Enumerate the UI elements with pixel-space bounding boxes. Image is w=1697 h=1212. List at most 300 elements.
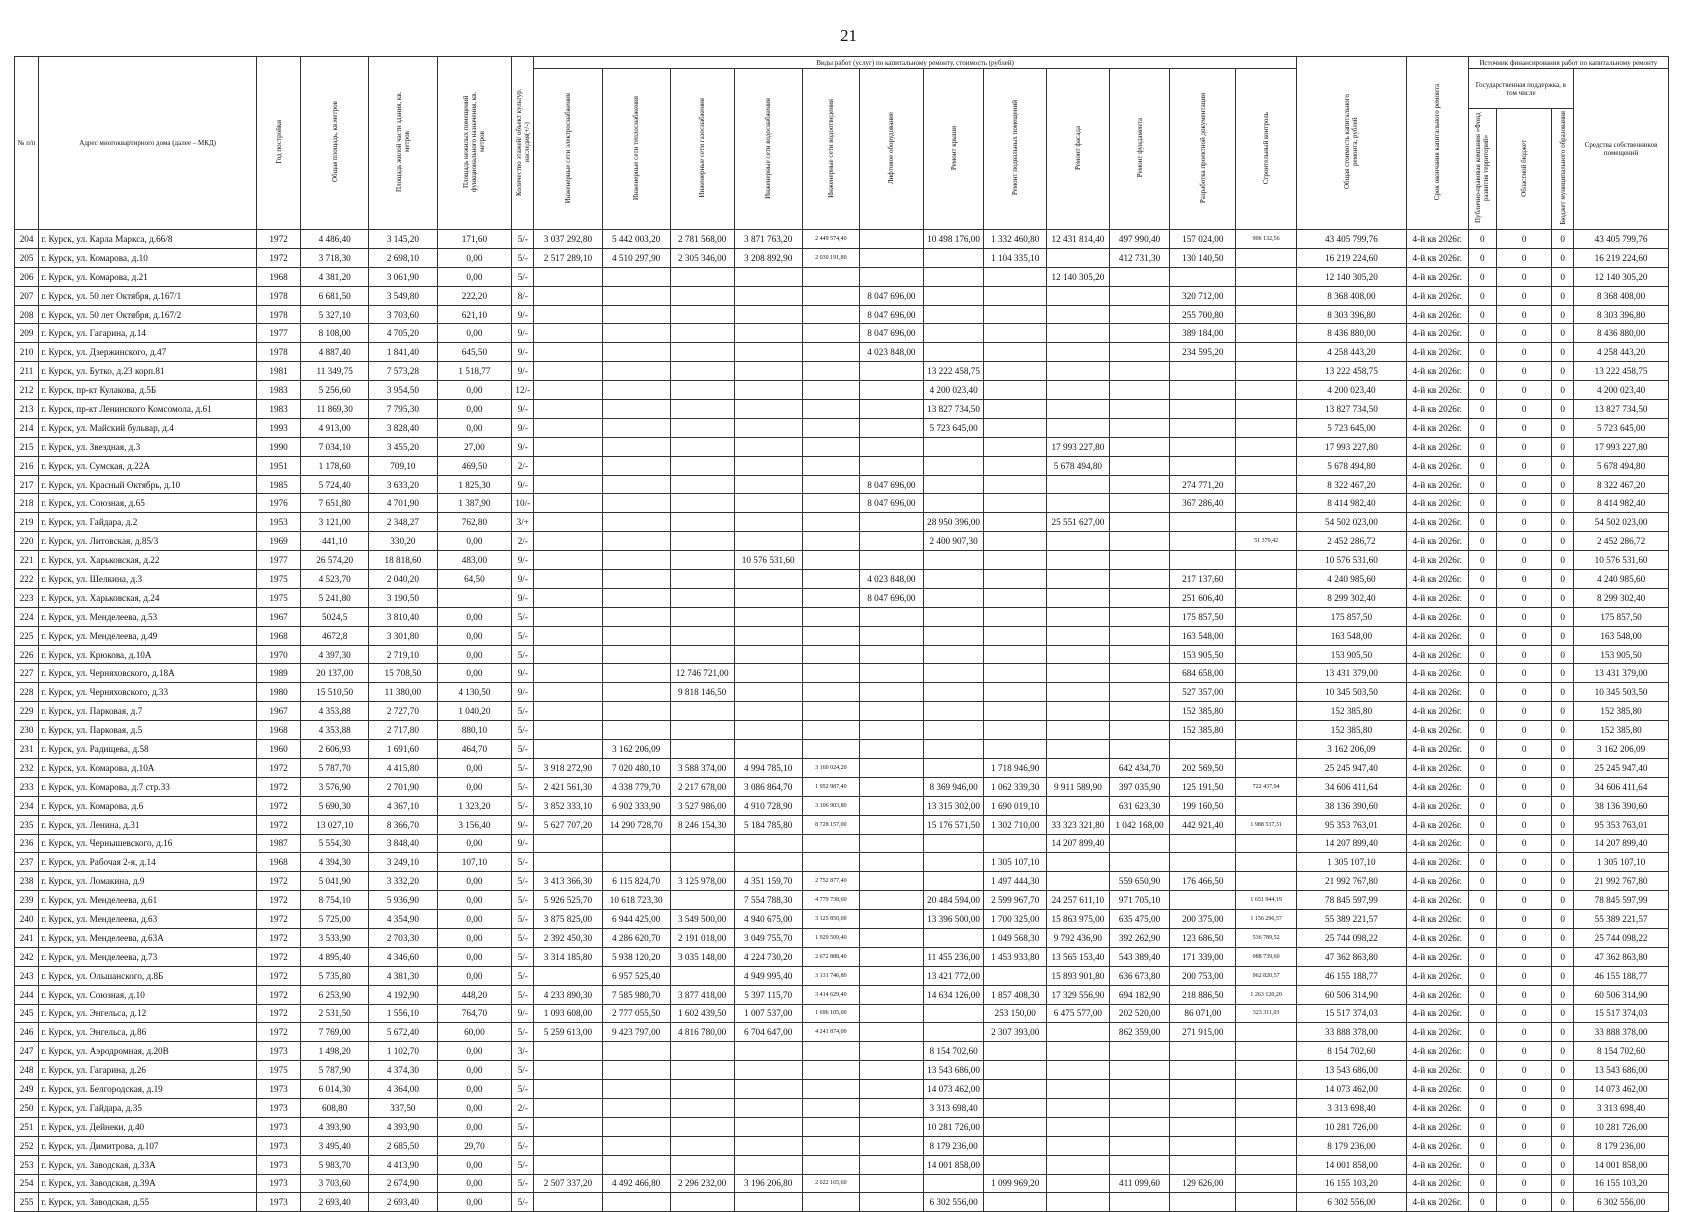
cell-nonres-area: 0,00	[437, 324, 512, 343]
table-row	[15, 721, 1669, 740]
cell-f-region: 0	[1497, 570, 1552, 589]
cell-work-water	[734, 664, 802, 683]
cell-work-roof: 8 154 702,60	[923, 1042, 984, 1061]
table-row	[15, 1136, 1669, 1155]
cell-work-design: 171 339,00	[1170, 947, 1236, 966]
cell-work-design: 271 915,00	[1170, 1023, 1236, 1042]
cell-f-municipal: 0	[1552, 928, 1574, 947]
cell-work-drain	[802, 740, 859, 759]
cell-f-own: 3 313 698,40	[1574, 1098, 1669, 1117]
cell-work-design: 442 921,40	[1170, 815, 1236, 834]
cell-term: 4-й кв 2026г.	[1406, 551, 1468, 570]
cell-work-gas: 3 588 374,00	[670, 758, 734, 777]
cell-work-gas: 8 246 154,30	[670, 815, 734, 834]
cell-work-design: 251 606,40	[1170, 588, 1236, 607]
cell-work-gas	[670, 418, 734, 437]
cell-work-foundation: 971 705,10	[1109, 891, 1170, 910]
cell-num: 212	[15, 381, 39, 400]
cell-nonres-area: 469,50	[437, 456, 512, 475]
cell-year: 1985	[257, 475, 301, 494]
cell-work-lift: 8 047 696,00	[860, 305, 924, 324]
cell-work-basement	[984, 607, 1047, 626]
cell-year: 1983	[257, 381, 301, 400]
cell-work-basement	[984, 532, 1047, 551]
cell-nonres-area: 0,00	[437, 872, 512, 891]
cell-address: г. Курск, ул. Менделеева, д.49	[39, 626, 257, 645]
cell-work-water: 6 704 647,00	[734, 1023, 802, 1042]
cell-num: 217	[15, 475, 39, 494]
cell-f-own: 25 245 947,40	[1574, 758, 1669, 777]
cell-work-drain: 2 022 165,60	[802, 1174, 859, 1193]
cell-work-facade	[1047, 1023, 1110, 1042]
cell-work-facade: 6 475 577,00	[1047, 1004, 1110, 1023]
cell-work-control: 1 156 296,57	[1236, 910, 1297, 929]
cell-work-drain	[802, 664, 859, 683]
table-row	[15, 645, 1669, 664]
col-f-municipal: Бюджет муниципального образования	[1558, 111, 1567, 225]
cell-work-roof	[923, 834, 984, 853]
cell-work-roof: 10 281 726,00	[923, 1117, 984, 1136]
cell-f-region: 0	[1497, 721, 1552, 740]
cell-year: 1972	[257, 1023, 301, 1042]
cell-f-region: 0	[1497, 910, 1552, 929]
cell-work-elec	[534, 400, 602, 419]
cell-total-cost: 10 576 531,60	[1296, 551, 1406, 570]
cell-work-control	[1236, 834, 1297, 853]
cell-total-cost: 14 073 462,00	[1296, 1080, 1406, 1099]
cell-work-elec: 3 413 366,30	[534, 872, 602, 891]
cell-num: 243	[15, 966, 39, 985]
cell-work-heat	[602, 1042, 670, 1061]
cell-year: 1973	[257, 1174, 301, 1193]
cell-work-facade	[1047, 324, 1110, 343]
cell-work-design	[1170, 456, 1236, 475]
cell-work-control	[1236, 1117, 1297, 1136]
cell-f-fund: 0	[1468, 1023, 1497, 1042]
cell-work-water: 4 910 728,90	[734, 796, 802, 815]
cell-total-area: 4 397,30	[301, 645, 369, 664]
cell-work-lift	[860, 1174, 924, 1193]
cell-work-roof: 3 313 698,40	[923, 1098, 984, 1117]
cell-total-area: 1 178,60	[301, 456, 369, 475]
cell-f-fund: 0	[1468, 230, 1497, 249]
cell-year: 1973	[257, 1042, 301, 1061]
cell-f-fund: 0	[1468, 966, 1497, 985]
cell-term: 4-й кв 2026г.	[1406, 248, 1468, 267]
cell-year: 1975	[257, 1061, 301, 1080]
cell-num: 245	[15, 1004, 39, 1023]
cell-work-foundation	[1109, 551, 1170, 570]
cell-work-water: 3 196 206,80	[734, 1174, 802, 1193]
cell-year: 1972	[257, 985, 301, 1004]
cell-num: 226	[15, 645, 39, 664]
cell-work-heat	[602, 343, 670, 362]
cell-nonres-area: 0,00	[437, 1117, 512, 1136]
cell-work-gas	[670, 362, 734, 381]
cell-nonres-area: 0,00	[437, 834, 512, 853]
cell-floors: 9/-	[512, 834, 534, 853]
cell-living-area: 3 810,40	[369, 607, 437, 626]
cell-address: г. Курск, ул. Крюкова, д.10А	[39, 645, 257, 664]
cell-f-municipal: 0	[1552, 985, 1574, 1004]
cell-work-roof: 2 400 907,30	[923, 532, 984, 551]
cell-work-heat	[602, 721, 670, 740]
cell-term: 4-й кв 2026г.	[1406, 1061, 1468, 1080]
cell-work-water: 3 086 864,70	[734, 777, 802, 796]
cell-f-fund: 0	[1468, 758, 1497, 777]
cell-floors: 5/-	[512, 626, 534, 645]
cell-total-cost: 43 405 799,76	[1296, 230, 1406, 249]
cell-address: г. Курск, ул. Ленина, д.31	[39, 815, 257, 834]
cell-work-design: 123 686,50	[1170, 928, 1236, 947]
cell-work-foundation	[1109, 1136, 1170, 1155]
cell-floors: 8/-	[512, 286, 534, 305]
cell-floors: 5/-	[512, 910, 534, 929]
cell-work-elec	[534, 626, 602, 645]
cell-floors: 2/-	[512, 456, 534, 475]
cell-term: 4-й кв 2026г.	[1406, 1117, 1468, 1136]
cell-term: 4-й кв 2026г.	[1406, 286, 1468, 305]
cell-work-basement: 1 049 568,30	[984, 928, 1047, 947]
cell-floors: 5/-	[512, 1023, 534, 1042]
cell-work-basement: 1 690 019,10	[984, 796, 1047, 815]
cell-work-gas	[670, 1117, 734, 1136]
cell-total-cost: 4 258 443,20	[1296, 343, 1406, 362]
cell-total-cost: 10 345 503,50	[1296, 683, 1406, 702]
cell-total-area: 5 690,30	[301, 796, 369, 815]
cell-living-area: 3 703,60	[369, 305, 437, 324]
table-row	[15, 928, 1669, 947]
table-row	[15, 1193, 1669, 1212]
cell-work-water: 4 994 785,10	[734, 758, 802, 777]
cell-work-heat: 4 286 620,70	[602, 928, 670, 947]
cell-f-municipal: 0	[1552, 343, 1574, 362]
cell-work-drain	[802, 834, 859, 853]
cell-living-area: 4 381,30	[369, 966, 437, 985]
cell-work-heat	[602, 626, 670, 645]
cell-work-lift	[860, 532, 924, 551]
cell-floors: 9/-	[512, 570, 534, 589]
cell-work-foundation: 635 475,00	[1109, 910, 1170, 929]
cell-work-design	[1170, 1080, 1236, 1099]
cell-work-control	[1236, 626, 1297, 645]
cell-work-control	[1236, 1193, 1297, 1212]
cell-work-foundation	[1109, 343, 1170, 362]
cell-total-cost: 13 543 686,00	[1296, 1061, 1406, 1080]
table-row	[15, 570, 1669, 589]
cell-f-fund: 0	[1468, 1136, 1497, 1155]
cell-work-design: 129 626,00	[1170, 1174, 1236, 1193]
cell-floors: 5/-	[512, 928, 534, 947]
cell-num: 224	[15, 607, 39, 626]
cell-work-heat	[602, 1155, 670, 1174]
cell-work-control	[1236, 267, 1297, 286]
cell-work-basement: 1 302 710,00	[984, 815, 1047, 834]
cell-work-control	[1236, 1136, 1297, 1155]
cell-living-area: 330,20	[369, 532, 437, 551]
cell-work-drain	[802, 607, 859, 626]
cell-term: 4-й кв 2026г.	[1406, 1174, 1468, 1193]
cell-work-design	[1170, 1193, 1236, 1212]
cell-f-region: 0	[1497, 400, 1552, 419]
cell-work-elec: 2 421 561,30	[534, 777, 602, 796]
table-row	[15, 891, 1669, 910]
cell-work-roof	[923, 1174, 984, 1193]
cell-work-drain	[802, 494, 859, 513]
cell-work-foundation	[1109, 494, 1170, 513]
cell-f-fund: 0	[1468, 305, 1497, 324]
cell-work-water	[734, 1042, 802, 1061]
cell-nonres-area: 29,70	[437, 1136, 512, 1155]
cell-work-elec	[534, 475, 602, 494]
col-w-lift: Лифтовое оборудование	[887, 111, 896, 185]
cell-num: 253	[15, 1155, 39, 1174]
cell-work-roof: 13 315 302,00	[923, 796, 984, 815]
cell-living-area: 4 705,20	[369, 324, 437, 343]
col-address: Адрес многоквартирного дома (далее – МКД)	[39, 57, 257, 230]
cell-work-foundation: 642 434,70	[1109, 758, 1170, 777]
cell-total-cost: 3 162 206,09	[1296, 740, 1406, 759]
cell-work-roof	[923, 607, 984, 626]
cell-f-own: 13 827 734,50	[1574, 400, 1669, 419]
cell-year: 1973	[257, 1117, 301, 1136]
cell-term: 4-й кв 2026г.	[1406, 1080, 1468, 1099]
cell-f-municipal: 0	[1552, 456, 1574, 475]
cell-work-water	[734, 702, 802, 721]
cell-address: г. Курск, ул. Ольшанского, д.8Б	[39, 966, 257, 985]
cell-work-control: 988 739,60	[1236, 947, 1297, 966]
cell-total-cost: 8 303 396,80	[1296, 305, 1406, 324]
cell-work-water	[734, 1155, 802, 1174]
cell-floors: 5/-	[512, 267, 534, 286]
cell-living-area: 1 102,70	[369, 1042, 437, 1061]
cell-f-own: 10 345 503,50	[1574, 683, 1669, 702]
cell-work-design	[1170, 1155, 1236, 1174]
cell-work-drain	[802, 570, 859, 589]
cell-work-elec	[534, 513, 602, 532]
cell-work-design: 152 385,80	[1170, 702, 1236, 721]
cell-total-cost: 17 993 227,80	[1296, 437, 1406, 456]
cell-work-heat	[602, 513, 670, 532]
cell-work-drain	[802, 853, 859, 872]
cell-work-basement	[984, 286, 1047, 305]
cell-num: 238	[15, 872, 39, 891]
cell-nonres-area: 0,00	[437, 910, 512, 929]
cell-address: г. Курск, ул. Черняховского, д.18А	[39, 664, 257, 683]
cell-term: 4-й кв 2026г.	[1406, 683, 1468, 702]
table-row	[15, 607, 1669, 626]
cell-f-municipal: 0	[1552, 721, 1574, 740]
cell-address: г. Курск, ул. Майский бульвар, д.4	[39, 418, 257, 437]
cell-work-drain: 3 160 024,20	[802, 758, 859, 777]
cell-f-region: 0	[1497, 1098, 1552, 1117]
cell-num: 235	[15, 815, 39, 834]
cell-work-design: 175 857,50	[1170, 607, 1236, 626]
cell-total-cost: 8 179 236,00	[1296, 1136, 1406, 1155]
cell-work-facade	[1047, 588, 1110, 607]
cell-work-control	[1236, 1098, 1297, 1117]
cell-num: 205	[15, 248, 39, 267]
col-w-control: Строительный контроль	[1262, 111, 1271, 185]
cell-living-area: 2 693,40	[369, 1193, 437, 1212]
cell-work-facade	[1047, 740, 1110, 759]
cell-floors: 5/-	[512, 872, 534, 891]
table-row	[15, 513, 1669, 532]
cell-work-lift	[860, 381, 924, 400]
cell-f-region: 0	[1497, 532, 1552, 551]
cell-work-control: 1 651 944,19	[1236, 891, 1297, 910]
cell-work-facade: 9 792 436,90	[1047, 928, 1110, 947]
cell-year: 1951	[257, 456, 301, 475]
cell-f-fund: 0	[1468, 985, 1497, 1004]
cell-floors: 3/-	[512, 1042, 534, 1061]
cell-f-municipal: 0	[1552, 626, 1574, 645]
cell-work-lift	[860, 1155, 924, 1174]
cell-year: 1960	[257, 740, 301, 759]
cell-floors: 5/-	[512, 1193, 534, 1212]
cell-work-gas	[670, 588, 734, 607]
cell-living-area: 3 301,80	[369, 626, 437, 645]
cell-term: 4-й кв 2026г.	[1406, 645, 1468, 664]
cell-num: 216	[15, 456, 39, 475]
cell-work-drain	[802, 400, 859, 419]
cell-f-region: 0	[1497, 286, 1552, 305]
cell-work-elec	[534, 570, 602, 589]
cell-work-facade	[1047, 381, 1110, 400]
cell-work-lift	[860, 928, 924, 947]
cell-f-municipal: 0	[1552, 1061, 1574, 1080]
cell-work-roof	[923, 702, 984, 721]
cell-f-region: 0	[1497, 588, 1552, 607]
cell-work-gas: 9 818 146,50	[670, 683, 734, 702]
cell-total-area: 5 735,80	[301, 966, 369, 985]
cell-work-lift	[860, 1004, 924, 1023]
cell-work-water	[734, 1098, 802, 1117]
cell-work-elec	[534, 683, 602, 702]
cell-work-gas	[670, 645, 734, 664]
cell-f-own: 55 389 221,57	[1574, 910, 1669, 929]
cell-address: г. Курск, ул. Ломакина, д.9	[39, 872, 257, 891]
cell-nonres-area: 4 130,50	[437, 683, 512, 702]
cell-term: 4-й кв 2026г.	[1406, 777, 1468, 796]
cell-f-own: 21 992 767,80	[1574, 872, 1669, 891]
cell-f-region: 0	[1497, 1136, 1552, 1155]
cell-work-basement	[984, 721, 1047, 740]
cell-total-area: 4 895,40	[301, 947, 369, 966]
funding-group-header: Источник финансирования работ по капитальному ремонту	[1468, 57, 1668, 69]
cell-work-facade	[1047, 702, 1110, 721]
cell-floors: 5/-	[512, 230, 534, 249]
cell-work-drain	[802, 626, 859, 645]
cell-term: 4-й кв 2026г.	[1406, 494, 1468, 513]
cell-total-area: 4 381,20	[301, 267, 369, 286]
cell-nonres-area: 1 040,20	[437, 702, 512, 721]
cell-work-drain	[802, 532, 859, 551]
cell-total-area: 11 869,30	[301, 400, 369, 419]
cell-work-foundation	[1109, 1098, 1170, 1117]
col-w-gas: Инженерные сети газоснабжения	[698, 98, 707, 198]
cell-work-gas: 2 217 678,00	[670, 777, 734, 796]
cell-work-lift	[860, 1080, 924, 1099]
cell-year: 1978	[257, 343, 301, 362]
cell-f-region: 0	[1497, 664, 1552, 683]
cell-nonres-area: 64,50	[437, 570, 512, 589]
cell-work-foundation	[1109, 381, 1170, 400]
cell-work-water	[734, 267, 802, 286]
table-body	[15, 230, 1669, 1212]
cell-work-drain: 2 030 191,80	[802, 248, 859, 267]
cell-work-basement	[984, 740, 1047, 759]
cell-work-water	[734, 305, 802, 324]
cell-f-region: 0	[1497, 626, 1552, 645]
cell-f-fund: 0	[1468, 570, 1497, 589]
cell-f-municipal: 0	[1552, 1136, 1574, 1155]
cell-f-region: 0	[1497, 305, 1552, 324]
cell-work-basement: 1 099 969,20	[984, 1174, 1047, 1193]
cell-work-gas	[670, 853, 734, 872]
cell-work-foundation	[1109, 437, 1170, 456]
cell-f-fund: 0	[1468, 362, 1497, 381]
cell-work-control	[1236, 324, 1297, 343]
cell-work-water	[734, 853, 802, 872]
cell-work-heat: 14 290 728,70	[602, 815, 670, 834]
cell-f-fund: 0	[1468, 1117, 1497, 1136]
cell-work-facade	[1047, 1136, 1110, 1155]
cell-num: 215	[15, 437, 39, 456]
cell-work-roof: 20 484 594,00	[923, 891, 984, 910]
cell-work-basement	[984, 551, 1047, 570]
table-row	[15, 834, 1669, 853]
cell-f-region: 0	[1497, 815, 1552, 834]
cell-address: г. Курск, ул. Менделеева, д.53	[39, 607, 257, 626]
cell-work-drain	[802, 343, 859, 362]
cell-f-municipal: 0	[1552, 740, 1574, 759]
cell-work-foundation	[1109, 267, 1170, 286]
cell-work-roof: 13 222 458,75	[923, 362, 984, 381]
cell-work-drain: 3 414 629,40	[802, 985, 859, 1004]
cell-work-gas	[670, 456, 734, 475]
cell-floors: 9/-	[512, 400, 534, 419]
cell-living-area: 4 354,90	[369, 910, 437, 929]
cell-work-water	[734, 626, 802, 645]
cell-year: 1977	[257, 324, 301, 343]
cell-work-roof: 5 723 645,00	[923, 418, 984, 437]
cell-year: 1972	[257, 891, 301, 910]
cell-nonres-area: 0,00	[437, 928, 512, 947]
cell-work-drain	[802, 456, 859, 475]
cell-work-control	[1236, 664, 1297, 683]
cell-f-fund: 0	[1468, 418, 1497, 437]
cell-work-water	[734, 1080, 802, 1099]
cell-nonres-area	[437, 588, 512, 607]
cell-address: г. Курск, ул. Комарова, д.21	[39, 267, 257, 286]
cell-work-basement	[984, 381, 1047, 400]
cell-work-roof	[923, 721, 984, 740]
cell-total-cost: 2 452 286,72	[1296, 532, 1406, 551]
cell-work-heat: 9 423 797,00	[602, 1023, 670, 1042]
cell-work-basement	[984, 1098, 1047, 1117]
cell-address: г. Курск, ул. Бутко, д.23 корп.81	[39, 362, 257, 381]
cell-work-lift: 4 023 848,00	[860, 343, 924, 362]
cell-f-region: 0	[1497, 853, 1552, 872]
cell-f-own: 8 303 396,80	[1574, 305, 1669, 324]
cell-work-design: 218 886,50	[1170, 985, 1236, 1004]
cell-work-gas	[670, 721, 734, 740]
cell-address: г. Курск, ул. Заводская, д.39А	[39, 1174, 257, 1193]
table-row	[15, 362, 1669, 381]
cell-total-cost: 10 281 726,00	[1296, 1117, 1406, 1136]
cell-work-facade	[1047, 1080, 1110, 1099]
